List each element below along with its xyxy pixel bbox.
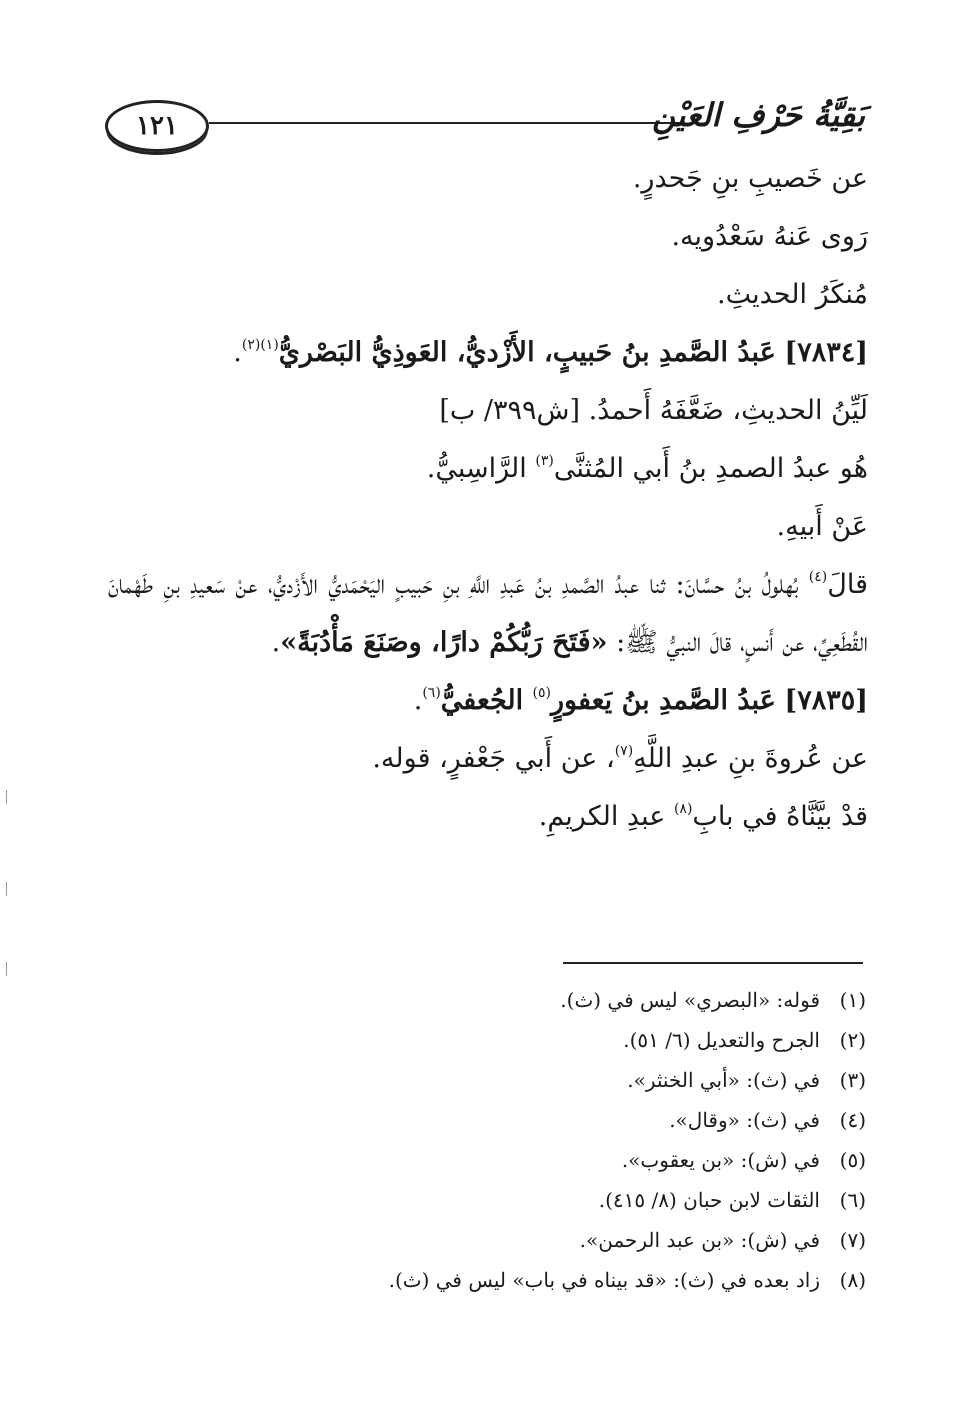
- footnote: [166, 1180, 866, 1220]
- entry-end: .: [413, 685, 423, 716]
- footnote-text: الجرح والتعديل (٦/ ٥١).: [623, 1028, 820, 1052]
- entry-end: .: [233, 337, 242, 368]
- footnote: [166, 1140, 866, 1180]
- text-segment: قالَ: [827, 569, 868, 600]
- page-number: ١٢١: [105, 100, 209, 152]
- footnote-ref[interactable]: (٦): [422, 685, 441, 701]
- footnote-number: (٥): [839, 1148, 866, 1172]
- footnote-separator: [563, 962, 863, 964]
- text-segment: ، عن أَبي جَعْفرٍ، قوله.: [372, 743, 615, 774]
- text-line: مُنكَرُ الحديثِ.: [717, 279, 868, 310]
- footnote-number: (٣): [839, 1068, 866, 1092]
- text-line: رَوى عَنهُ سَعْدُويه.: [671, 221, 868, 252]
- entry-number: [٧٨٣٤]: [784, 337, 868, 368]
- text-segment: قدْ بيَّنَّاهُ في بابِ: [692, 801, 868, 832]
- footnote-text: في (ش): «بن عبد الرحمن».: [579, 1228, 820, 1252]
- entry-name: عَبدُ الصَّمدِ بنُ يَعفورٍ: [551, 685, 776, 716]
- text-segment: عن عُروةَ بنِ عبدِ اللَّهِ: [633, 743, 868, 774]
- footnote-number: (٨): [839, 1268, 866, 1292]
- footnote-ref[interactable]: (٨): [673, 801, 693, 817]
- footnote-ref[interactable]: (١)(٢): [241, 337, 279, 353]
- footnote-text: زاد بعده في (ث): «قد بيناه في باب» ليس في (ث).: [388, 1268, 820, 1292]
- footnote-text: في (ث): «وقال».: [669, 1108, 820, 1132]
- footnote-number: (٧): [839, 1228, 866, 1252]
- text-line: [108, 788, 868, 846]
- footnote: [166, 980, 866, 1020]
- footnotes: [166, 980, 866, 1300]
- footnote-ref[interactable]: (٧): [614, 743, 634, 759]
- footnote: [166, 1060, 866, 1100]
- footnote-number: (١): [839, 988, 866, 1012]
- main-text: [108, 150, 868, 846]
- text-line: [108, 730, 868, 788]
- scan-mark: [6, 882, 7, 896]
- footnote-number: (٦): [839, 1188, 866, 1212]
- text-segment: الرَّاسِبيُّ.: [426, 453, 536, 484]
- text-segment: .: [271, 627, 281, 658]
- footnote: [166, 1100, 866, 1140]
- scan-mark: [6, 790, 7, 804]
- footnote-ref[interactable]: (٣): [535, 453, 554, 469]
- footnote-number: (٢): [839, 1028, 866, 1052]
- entry-name: عَبدُ الصَّمدِ بنُ حَبيبٍ، الأَزْديُّ، العَوذِيُّ البَصْريُّ: [278, 337, 776, 368]
- text-segment: عبدِ الكريمِ.: [538, 801, 674, 832]
- entry-nisba: الجُعفيُّ: [440, 685, 533, 716]
- footnote: [166, 1220, 866, 1260]
- footnote: [166, 1260, 866, 1300]
- running-title: بَقِيَّةُ حَرْفِ العَيْنِ: [652, 96, 865, 134]
- footnote-text: في (ث): «أبي الخنثر».: [627, 1068, 820, 1092]
- entry-heading-7834: [108, 324, 868, 382]
- footnote-ref[interactable]: (٥): [532, 685, 552, 701]
- entry-heading-7835: [108, 672, 868, 730]
- footnote-number: (٤): [839, 1108, 866, 1132]
- footnote: [166, 1020, 866, 1060]
- footnote-text: في (ش): «بن يعقوب».: [621, 1148, 820, 1172]
- text-line: لَيِّنُ الحديثِ، ضَعَّفَهُ أَحمدُ. [ش٣٩٩/ ب]: [439, 395, 868, 426]
- footnote-text: قوله: «البصري» ليس في (ث).: [560, 988, 820, 1012]
- text-line: عن خَصيبِ بنِ جَحدرٍ.: [632, 163, 868, 194]
- footnote-text: الثقات لابن حبان (٨/ ٤١٥).: [598, 1188, 820, 1212]
- entry-number: [٧٨٣٥]: [784, 685, 868, 716]
- footnote-ref[interactable]: (٤): [808, 569, 828, 585]
- narration-paragraph: [108, 556, 868, 672]
- scan-mark: [6, 962, 7, 976]
- text-line: [108, 440, 868, 498]
- page-header: [105, 96, 865, 156]
- text-segment: هُو عبدُ الصمدِ بنُ أَبي المُثنَّى: [553, 453, 868, 484]
- text-line: عَنْ أَبيهِ.: [776, 511, 868, 542]
- hadith-quote: «فَتَحَ رَبُّكُمْ دارًا، وصَنَعَ مَأْدُبَةً»: [280, 627, 608, 658]
- text-segment: بُهلولُ بنُ حسَّانَ: ثنا عبدُ الصَّمدِ بنُ عَبدِ اللَّهِ بنِ حَبيبٍ اليَحْمَديُّ الأَزْديُّ، عنْ سَعيدِ بنِ طَهْمانَ القُطَعِيِّ، عن أَنسٍ، قالَ النبيُّ ﷺ:: [108, 569, 868, 658]
- header-rule: [209, 122, 679, 124]
